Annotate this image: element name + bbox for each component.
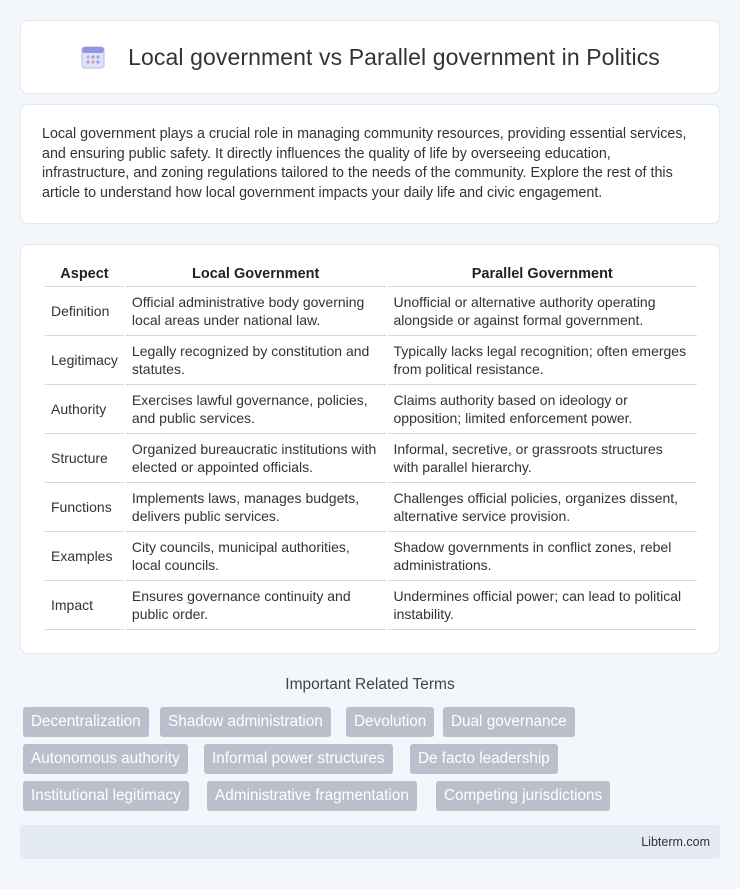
cell-parallel: Claims authority based on ideology or opposition; limited enforcement power. [388,385,698,434]
tag-autonomous-authority[interactable]: Autonomous authority [23,744,188,774]
table-header-row [45,261,697,287]
cell-parallel: Undermines official power; can lead to political instability. [388,581,698,630]
cell-aspect: Impact [45,581,124,630]
comparison-card [20,244,720,654]
table-row [45,287,697,336]
cell-parallel: Informal, secretive, or grassroots structures with parallel hierarchy. [388,434,698,483]
cell-parallel: Unofficial or alternative authority operating alongside or against formal government. [388,287,698,336]
tag-devolution[interactable]: Devolution [346,707,434,737]
table-row [45,483,697,532]
related-terms-title: Important Related Terms [285,676,455,693]
header-aspect: Aspect [45,261,124,287]
header-local: Local Government [126,261,386,287]
table-row [45,434,697,483]
tag-informal-power-structures[interactable]: Informal power structures [204,744,393,774]
cell-aspect: Authority [45,385,124,434]
calendar-icon [80,44,106,70]
tag-institutional-legitimacy[interactable]: Institutional legitimacy [23,781,189,811]
cell-aspect: Functions [45,483,124,532]
cell-aspect: Legitimacy [45,336,124,385]
cell-local: Exercises lawful governance, policies, and public services. [126,385,386,434]
cell-local: Organized bureaucratic institutions with elected or appointed officials. [126,434,386,483]
cell-parallel: Typically lacks legal recognition; often emerges from political resistance. [388,336,698,385]
tag-competing-jurisdictions[interactable]: Competing jurisdictions [436,781,610,811]
tag-decentralization[interactable]: Decentralization [23,707,149,737]
cell-aspect: Definition [45,287,124,336]
intro-card [20,104,720,224]
tag-shadow-administration[interactable]: Shadow administration [160,707,331,737]
cell-local: Official administrative body governing local areas under national law. [126,287,386,336]
cell-parallel: Challenges official policies, organizes dissent, alternative service provision. [388,483,698,532]
cell-local: City councils, municipal authorities, local councils. [126,532,386,581]
comparison-table [43,261,699,630]
cell-local: Ensures governance continuity and public order. [126,581,386,630]
footer-site-link[interactable]: Libterm.com [641,835,710,849]
table-row [45,385,697,434]
tag-administrative-fragmentation[interactable]: Administrative fragmentation [207,781,417,811]
cell-local: Legally recognized by constitution and statutes. [126,336,386,385]
header-parallel: Parallel Government [388,261,698,287]
cell-parallel: Shadow governments in conflict zones, rebel administrations. [388,532,698,581]
cell-local: Implements laws, manages budgets, delivers public services. [126,483,386,532]
footer [20,825,720,859]
cell-aspect: Examples [45,532,124,581]
table-row [45,336,697,385]
table-row [45,581,697,630]
cell-aspect: Structure [45,434,124,483]
table-row [45,532,697,581]
intro-text: Local government plays a crucial role in managing community resources, providing essential services, and ensuring public safety. It directly influences the quality of life by overseeing education, infrastructure, and zoning regulations tailored to the needs of the community. Explore the rest of this article to understand how local government impacts your daily life and civic engagement. [42,126,687,201]
tag-de-facto-leadership[interactable]: De facto leadership [410,744,558,774]
tag-dual-governance[interactable]: Dual governance [443,707,575,737]
title-card [20,20,720,94]
page-title: Local government vs Parallel government in Politics [128,43,660,70]
